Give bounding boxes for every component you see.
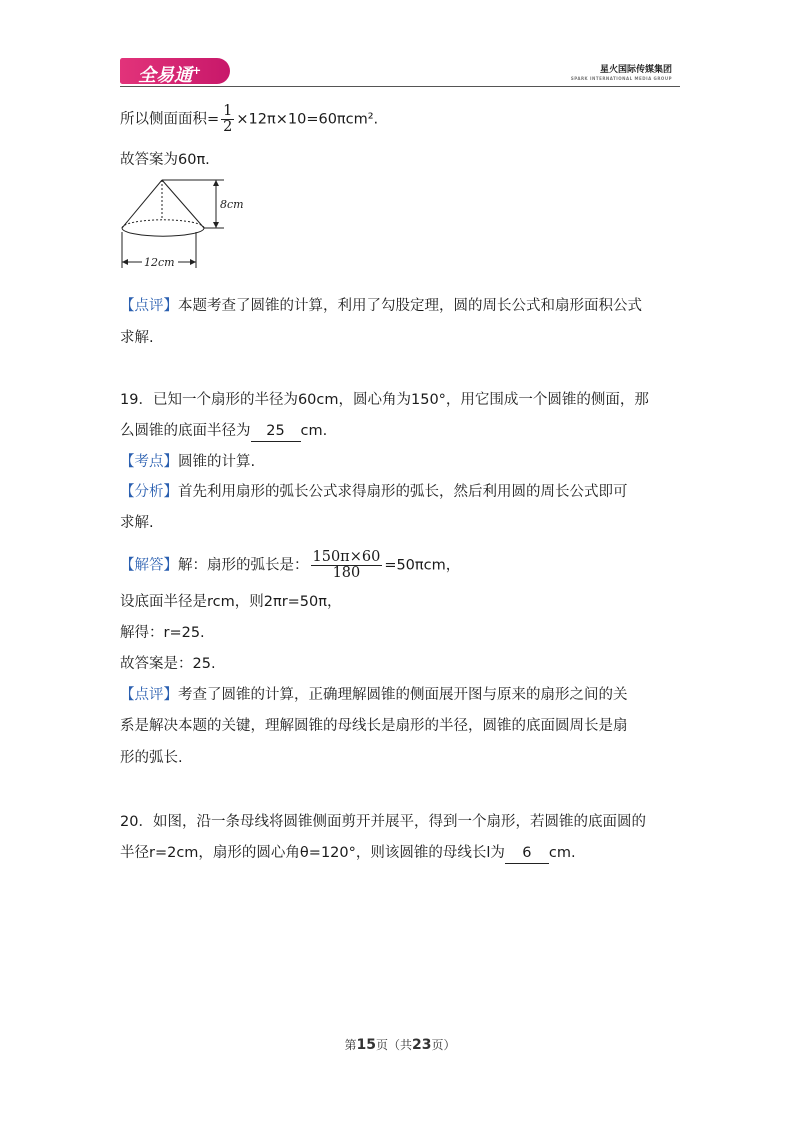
q19-comment-line3: 形的弧长. bbox=[120, 750, 183, 766]
arrow-down bbox=[213, 222, 219, 228]
brand-logo: 全易通+ bbox=[120, 58, 230, 84]
height-label: 8cm bbox=[220, 198, 244, 211]
q19-comment-line2: 系是解决本题的关键，理解圆锥的母线长是扇形的半径，圆锥的底面圆周长是扇 bbox=[120, 718, 628, 734]
cone-figure bbox=[120, 178, 244, 270]
q20-stem-line2: 半径r=2cm，扇形的圆心角θ=120°，则该圆锥的母线长l为 6 cm. bbox=[120, 843, 576, 864]
q19-step2: 解得：r=25. bbox=[120, 625, 205, 641]
q18-comment-line1: 【点评】本题考查了圆锥的计算，利用了勾股定理，圆的周长公式和扇形面积公式 bbox=[120, 298, 642, 314]
arrow-up bbox=[213, 180, 219, 186]
q19-answer-blank: 25 bbox=[251, 421, 301, 442]
cone-right-slant bbox=[162, 180, 204, 228]
q20-stem-line1: 20．如图，沿一条母线将圆锥侧面剪开并展平，得到一个扇形，若圆锥的底面圆的 bbox=[120, 814, 646, 830]
cone-left-slant bbox=[122, 180, 162, 228]
fraction: $\frac{1}{2}$ bbox=[223, 103, 233, 135]
page-header bbox=[120, 56, 680, 88]
comment-tag: 【点评】 bbox=[120, 298, 178, 314]
cone-base-front bbox=[122, 228, 204, 236]
q19-step1: 设底面半径是rcm，则2πr=50π， bbox=[120, 594, 342, 610]
arrow-left bbox=[122, 259, 128, 265]
arrow-right bbox=[190, 259, 196, 265]
q19-fenxi-line1: 【分析】首先利用扇形的弧长公式求得扇形的弧长，然后利用圆的周长公式即可 bbox=[120, 484, 628, 500]
cone-base-back bbox=[122, 220, 204, 228]
q19-stem-line1: 19．已知一个扇形的半径为60cm，圆心角为150°，用它围成一个圆锥的侧面，那 bbox=[120, 392, 649, 408]
current-page: 15 bbox=[356, 1037, 376, 1053]
fraction: $\frac{150\pi\times 60}{180}$ bbox=[312, 549, 381, 581]
total-pages: 23 bbox=[412, 1037, 432, 1053]
q19-comment-line1: 【点评】考查了圆锥的计算，正确理解圆锥的侧面展开图与原来的扇形之间的关 bbox=[120, 687, 628, 703]
q19-stem-line2: 么圆锥的底面半径为 25 cm. bbox=[120, 421, 327, 442]
q20-answer-blank: 6 bbox=[505, 843, 549, 864]
q19-jieda-line: 【解答】解：扇形的弧长是： $\frac{150\pi\times 60}{180}$ =50πcm， bbox=[120, 549, 461, 581]
width-label: 12cm bbox=[144, 256, 175, 269]
q19-step3: 故答案是：25. bbox=[120, 656, 216, 672]
header-rule bbox=[120, 86, 680, 87]
q18-comment-line2: 求解. bbox=[120, 330, 154, 346]
page-footer: 第15页（共23页） bbox=[344, 1037, 456, 1053]
publisher-name: 星火国际传媒集团 SPARK INTERNATIONAL MEDIA GROUP bbox=[570, 65, 672, 81]
q18-answer-line: 故答案为60π. bbox=[120, 152, 210, 168]
q19-kaodian: 【考点】圆锥的计算. bbox=[120, 454, 256, 470]
q19-fenxi-line2: 求解. bbox=[120, 515, 154, 531]
q18-area-line: 所以侧面面积= $\frac{1}{2}$ ×12π×10=60πcm². bbox=[120, 103, 379, 135]
